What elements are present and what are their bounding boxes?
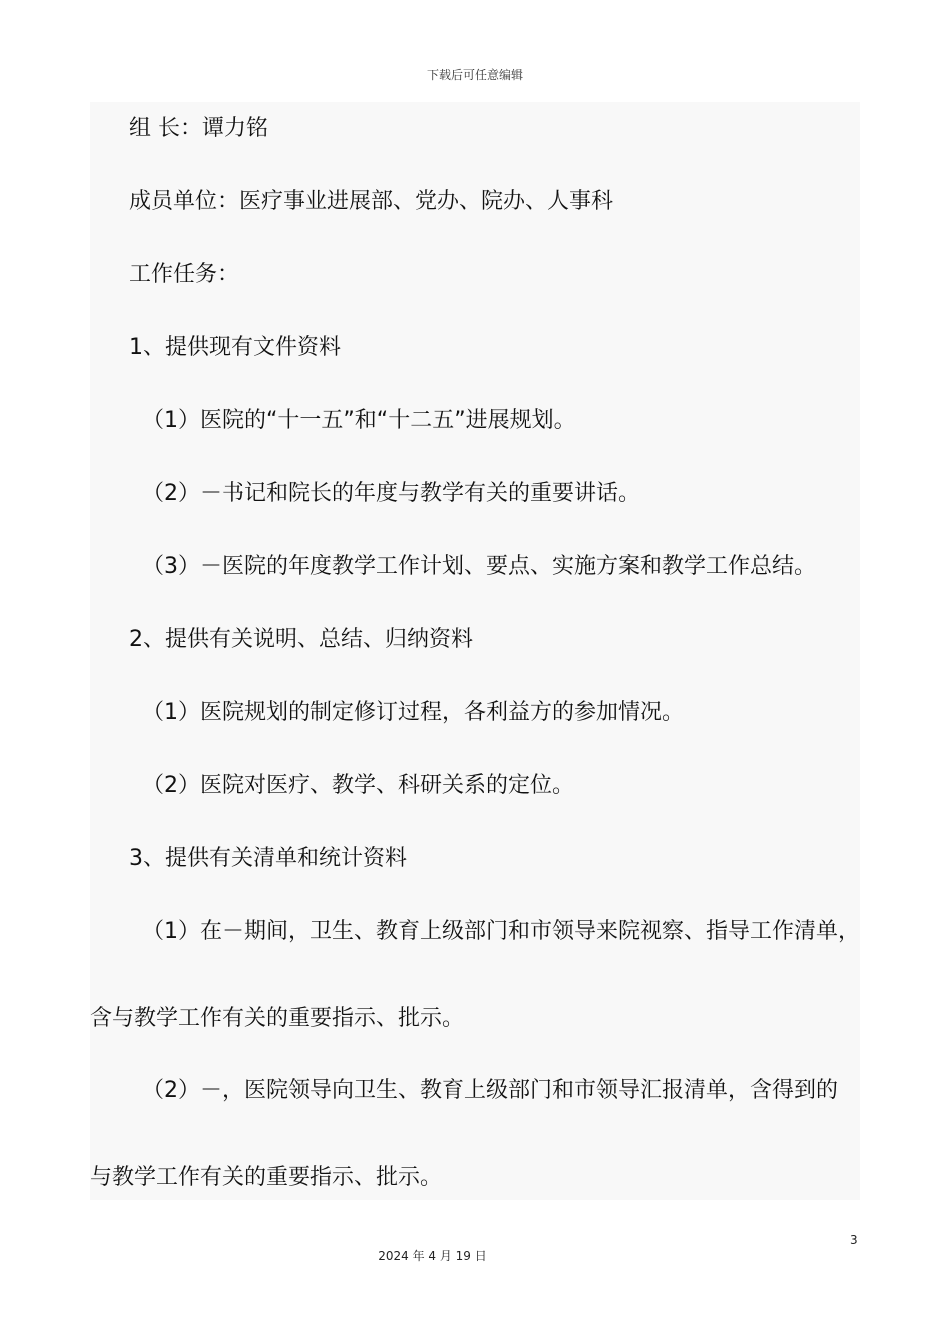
item-3-1-continued: 含与教学工作有关的重要指示、批示。 [90,1006,465,1031]
item-3-1: （1）在－期间，卫生、教育上级部门和市领导来院视察、指导工作清单， [142,919,860,944]
section-1-heading: 1、提供现有文件资料 [129,335,341,360]
section-3-heading: 3、提供有关清单和统计资料 [129,846,407,871]
document-body [90,102,860,1200]
page-number: 3 [850,1233,858,1247]
item-1-1: （1）医院的“十一五”和“十二五”进展规划。 [142,408,576,433]
section-2-heading: 2、提供有关说明、总结、归纳资料 [129,627,473,652]
group-leader-line: 组 长：谭力铭 [129,116,268,141]
item-1-3: （3）－医院的年度教学工作计划、要点、实施方案和教学工作总结。 [142,554,816,579]
item-1-2: （2）－书记和院长的年度与教学有关的重要讲话。 [142,481,640,506]
header-note: 下载后可任意编辑 [426,68,523,82]
footer-date: 2024 年 4 月 19 日 [378,1249,487,1263]
item-3-2: （2）－，医院领导向卫生、教育上级部门和市领导汇报清单，含得到的 [142,1078,838,1103]
item-2-1: （1）医院规划的制定修订过程，各利益方的参加情况。 [142,700,684,725]
member-units-line: 成员单位：医疗事业进展部、党办、院办、人事科 [129,189,614,214]
item-2-2: （2）医院对医疗、教学、科研关系的定位。 [142,773,574,798]
tasks-heading: 工作任务： [129,262,240,287]
item-3-2-continued: 与教学工作有关的重要指示、批示。 [90,1165,443,1190]
